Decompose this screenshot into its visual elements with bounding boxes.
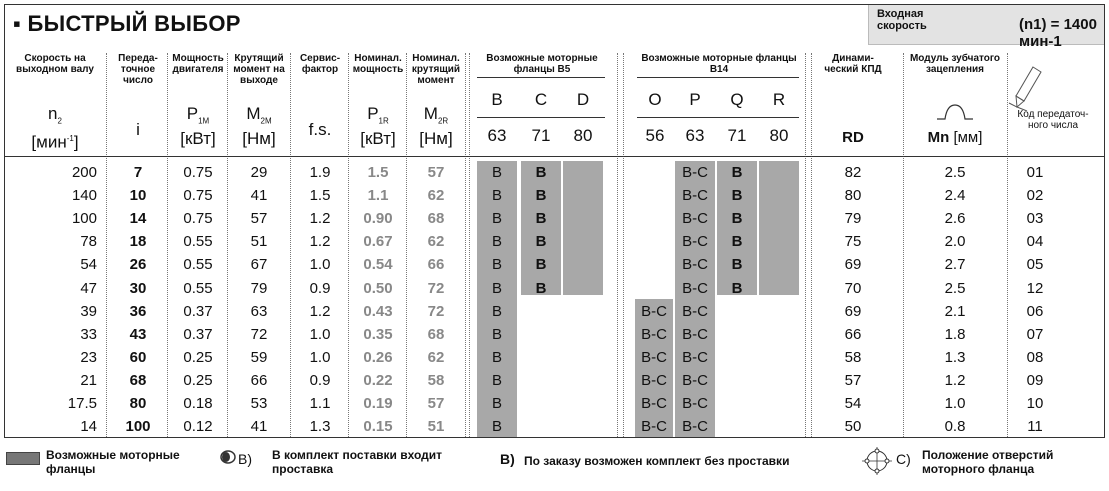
cell-b14p: B-C	[682, 371, 708, 389]
symbol-n2: $n_2$ [мин$^{-1}$]	[31, 104, 79, 153]
cell-b14p: B-C	[682, 210, 708, 228]
b14-r-available	[759, 161, 799, 295]
cell-p1m: 0.25	[183, 348, 213, 366]
cell-mn: 1.0	[944, 395, 966, 412]
cell-b14o: B-C	[641, 325, 667, 343]
cell-b14p: B-C	[682, 418, 708, 436]
b5-size-71: 71	[531, 126, 551, 145]
legend-swatch	[6, 452, 40, 465]
header-speed: Скорость на выходном валу	[16, 53, 94, 75]
cell-fs: 1.3	[309, 418, 331, 436]
cell-p1m: 0.18	[183, 395, 213, 412]
symbol-i: i	[136, 120, 140, 139]
cell-b14p: B-C	[682, 395, 708, 412]
cell-b14p: B-C	[682, 256, 708, 274]
cell-b14p: B-C	[682, 164, 708, 181]
cell-m2r: 51	[427, 418, 445, 436]
cell-code: 06	[1026, 302, 1044, 320]
cell-kpd: 57	[844, 371, 862, 389]
cell-m2m: 66	[250, 371, 268, 389]
cell-b14q	[717, 348, 757, 367]
b14-col-p: P	[689, 90, 701, 109]
b5-size-63: 63	[487, 126, 507, 145]
header-module: Модуль зубчатого зацепления	[909, 53, 1001, 75]
cell-p1m: 0.25	[183, 371, 213, 389]
cell-b14p: B-C	[682, 279, 708, 297]
cell-m2m: 29	[250, 164, 268, 181]
cell-m2r: 62	[427, 187, 445, 205]
cell-b5c	[521, 325, 561, 344]
cell-mn: 1.8	[944, 325, 966, 343]
cell-b14q: B	[731, 210, 743, 228]
cell-b5c	[521, 417, 561, 436]
cell-b5c: B	[535, 164, 547, 181]
cell-m2m: 63	[250, 302, 268, 320]
cell-i: 18	[129, 233, 147, 251]
cell-b5b: B	[491, 164, 502, 181]
symbol-fs: f.s.	[308, 120, 332, 139]
cell-b14q	[717, 371, 757, 390]
cell-p1m: 0.37	[183, 302, 213, 320]
cell-kpd: 79	[844, 210, 862, 228]
cell-kpd: 70	[844, 279, 862, 297]
cell-n2: 23	[80, 348, 97, 366]
cell-b14o: B-C	[641, 302, 667, 320]
header-ratio: Переда-точное число	[118, 53, 158, 86]
cell-n2: 39	[80, 302, 97, 320]
cell-b14p: B-C	[682, 348, 708, 366]
cell-m2r: 58	[427, 371, 445, 389]
cell-fs: 1.2	[309, 210, 331, 228]
spacer-icon	[218, 449, 238, 465]
b5-d-available	[563, 161, 603, 295]
cell-n2: 54	[80, 256, 97, 274]
cell-m2m: 53	[250, 395, 268, 412]
cell-i: 7	[133, 164, 143, 181]
cell-b5b: B	[491, 302, 502, 320]
cell-b14p: B-C	[682, 302, 708, 320]
cell-fs: 0.9	[309, 279, 331, 297]
cell-b5b: B	[491, 210, 502, 228]
cell-n2: 47	[80, 279, 97, 297]
b14-size-80: 80	[769, 126, 789, 145]
cell-mn: 2.1	[944, 302, 966, 320]
cell-p1r: 1.1	[367, 187, 389, 205]
cell-p1m: 0.12	[183, 418, 213, 436]
cell-m2r: 68	[427, 325, 445, 343]
cell-p1r: 0.43	[363, 302, 393, 320]
cell-code: 10	[1026, 395, 1044, 412]
cell-b14q	[717, 394, 757, 413]
cell-code: 03	[1026, 210, 1044, 228]
cell-b14p: B-C	[682, 325, 708, 343]
symbol-rd: RD	[842, 129, 864, 146]
b14-size-56: 56	[645, 126, 665, 145]
input-speed-box	[868, 5, 1104, 50]
cell-p1r: 0.54	[363, 256, 393, 274]
cell-kpd: 82	[844, 164, 862, 181]
cell-p1m: 0.75	[183, 164, 213, 181]
symbol-p1r: $P_{1R}$ [кВт]	[360, 104, 396, 149]
cell-b14p: B-C	[682, 187, 708, 205]
cell-b5c	[521, 371, 561, 390]
cell-b14o: B-C	[641, 395, 667, 412]
cell-p1r: 0.19	[363, 395, 393, 412]
cell-b5b: B	[491, 187, 502, 205]
header-b5: Возможные моторные фланцы B5	[486, 53, 598, 75]
cell-code: 05	[1026, 256, 1044, 274]
cell-m2m: 41	[250, 418, 268, 436]
cell-m2m: 79	[250, 279, 268, 297]
cell-code: 09	[1026, 371, 1044, 389]
cell-b14o	[635, 232, 673, 251]
cell-b5c: B	[535, 256, 547, 274]
page-title: ▪ БЫСТРЫЙ ВЫБОР	[13, 11, 241, 36]
cell-m2r: 57	[427, 395, 445, 412]
cell-p1r: 0.67	[363, 233, 393, 251]
cell-m2r: 72	[427, 302, 445, 320]
cell-m2m: 57	[250, 210, 268, 228]
cell-p1m: 0.37	[183, 325, 213, 343]
cell-i: 36	[129, 302, 147, 320]
cell-kpd: 80	[844, 187, 862, 205]
cell-p1r: 0.35	[363, 325, 393, 343]
cell-kpd: 69	[844, 256, 862, 274]
legend-b-prefix: B)	[238, 451, 252, 467]
cell-b14o: B-C	[641, 371, 667, 389]
flange-holes-icon	[860, 446, 894, 476]
cell-b14o: B-C	[641, 348, 667, 366]
symbol-m2r: $M_{2R}$ [Нм]	[419, 104, 453, 149]
cell-b14q	[717, 325, 757, 344]
symbol-mn: Mn [мм]	[927, 129, 983, 146]
b5-col-c: C	[534, 90, 548, 109]
b14-size-71: 71	[727, 126, 747, 145]
cell-b14o	[635, 209, 673, 228]
cell-i: 43	[129, 325, 147, 343]
cell-b14q: B	[731, 256, 743, 274]
cell-m2m: 59	[250, 348, 268, 366]
selection-table	[4, 4, 1105, 438]
cell-fs: 1.5	[309, 187, 331, 205]
cell-m2r: 68	[427, 210, 445, 228]
symbol-m2m: $M_{2M}$ [Нм]	[242, 104, 276, 149]
cell-mn: 2.6	[944, 210, 966, 228]
cell-m2m: 41	[250, 187, 268, 205]
cell-kpd: 54	[844, 395, 862, 412]
cell-n2: 21	[80, 371, 97, 389]
header-code: Код передаточ-ного числа	[1017, 109, 1089, 131]
b14-col-o: O	[648, 90, 662, 109]
cell-mn: 2.5	[944, 164, 966, 181]
cell-code: 07	[1026, 325, 1044, 343]
cell-i: 60	[129, 348, 147, 366]
cell-n2: 14	[80, 418, 97, 436]
legend-b2-text: По заказу возможен комплект без проставки	[524, 454, 790, 468]
cell-b5b: B	[491, 279, 502, 297]
cell-i: 14	[129, 210, 147, 228]
cell-fs: 1.0	[309, 348, 331, 366]
cell-b14q: B	[731, 279, 743, 297]
header-nominal-power: Номинал. мощность	[352, 53, 404, 75]
gear-tooth-icon	[935, 103, 975, 121]
cell-m2r: 72	[427, 279, 445, 297]
cell-p1m: 0.55	[183, 233, 213, 251]
cell-b14o	[635, 255, 673, 274]
cell-fs: 1.1	[309, 395, 331, 412]
cell-b5b: B	[491, 371, 502, 389]
cell-b5c: B	[535, 210, 547, 228]
cell-m2m: 72	[250, 325, 268, 343]
cell-i: 30	[129, 279, 147, 297]
cell-i: 68	[129, 371, 147, 389]
cell-p1r: 0.26	[363, 348, 393, 366]
b14-col-q: Q	[730, 90, 744, 109]
cell-b14o	[635, 186, 673, 205]
cell-p1m: 0.55	[183, 279, 213, 297]
header-torque: Крутящий момент на выходе	[233, 53, 285, 86]
cell-kpd: 58	[844, 348, 862, 366]
cell-code: 11	[1027, 418, 1043, 436]
pencil-icon	[1007, 63, 1047, 111]
cell-kpd: 50	[844, 418, 862, 436]
cell-fs: 1.2	[309, 302, 331, 320]
input-speed-label2: скорость	[877, 20, 927, 32]
header-power: Мощность двигателя	[172, 53, 224, 75]
cell-b14o	[635, 279, 673, 298]
cell-mn: 1.2	[944, 371, 966, 389]
cell-mn: 2.4	[944, 187, 966, 205]
cell-b5b: B	[491, 348, 502, 366]
cell-b5b: B	[491, 395, 502, 412]
cell-m2r: 62	[427, 348, 445, 366]
legend-b-text: В комплект поставки входит проставка	[272, 448, 443, 476]
cell-code: 12	[1026, 279, 1044, 297]
cell-b14q	[717, 302, 757, 321]
cell-b5b: B	[491, 256, 502, 274]
header-kpd: Динами-ческий КПД	[824, 53, 882, 75]
cell-b5b: B	[491, 325, 502, 343]
cell-i: 80	[129, 395, 147, 412]
cell-p1r: 0.15	[363, 418, 393, 436]
cell-b14q: B	[731, 233, 743, 251]
cell-b5c: B	[535, 279, 547, 297]
cell-m2r: 66	[427, 256, 445, 274]
cell-mn: 2.0	[944, 233, 966, 251]
cell-fs: 1.2	[309, 233, 331, 251]
cell-mn: 2.5	[944, 279, 966, 297]
cell-b14o: B-C	[641, 418, 667, 436]
cell-b5c	[521, 348, 561, 367]
cell-code: 04	[1026, 233, 1044, 251]
cell-n2: 200	[71, 164, 97, 181]
legend-c-text: Положение отверстий моторного фланца	[922, 448, 1054, 476]
header-nominal-torque: Номинал. крутящий момент	[411, 53, 461, 86]
cell-p1m: 0.75	[183, 210, 213, 228]
legend-b2-prefix: B)	[500, 451, 515, 467]
cell-i: 10	[129, 187, 147, 205]
cell-fs: 1.0	[309, 325, 331, 343]
cell-code: 02	[1026, 187, 1044, 205]
cell-b14p: B-C	[682, 233, 708, 251]
cell-b5c: B	[535, 187, 547, 205]
cell-i: 26	[129, 256, 147, 274]
cell-p1m: 0.75	[183, 187, 213, 205]
cell-p1r: 1.5	[367, 164, 389, 181]
cell-code: 01	[1026, 164, 1044, 181]
symbol-p1m: $P_{1M}$ [кВт]	[180, 104, 216, 149]
input-speed-label: Входная	[877, 8, 924, 20]
b5-size-80: 80	[573, 126, 593, 145]
cell-code: 08	[1026, 348, 1044, 366]
cell-b5c	[521, 302, 561, 321]
cell-m2m: 51	[250, 233, 268, 251]
cell-m2r: 57	[427, 164, 445, 181]
cell-m2m: 67	[250, 256, 268, 274]
cell-kpd: 66	[844, 325, 862, 343]
header-service-factor: Сервис-фактор	[299, 53, 341, 75]
cell-n2: 78	[80, 233, 97, 251]
cell-n2: 33	[80, 325, 97, 343]
cell-b14q	[717, 417, 757, 436]
cell-m2r: 62	[427, 233, 445, 251]
cell-p1r: 0.22	[363, 371, 393, 389]
b5-col-d: D	[576, 90, 590, 109]
cell-kpd: 75	[844, 233, 862, 251]
b14-col-r: R	[772, 90, 786, 109]
cell-n2: 140	[71, 187, 97, 205]
input-speed-value: (n1) = 1400 мин-1	[1019, 16, 1097, 50]
cell-p1m: 0.55	[183, 256, 213, 274]
cell-fs: 0.9	[309, 371, 331, 389]
legend-flanges: Возможные моторные фланцы	[46, 448, 180, 476]
cell-b5c	[521, 394, 561, 413]
cell-b14o	[635, 163, 673, 182]
cell-fs: 1.0	[309, 256, 331, 274]
cell-i: 100	[125, 418, 151, 436]
cell-p1r: 0.50	[363, 279, 393, 297]
cell-kpd: 69	[844, 302, 862, 320]
cell-b5c: B	[535, 233, 547, 251]
header-b14: Возможные моторные фланцы B14	[641, 53, 797, 75]
cell-n2: 17.5	[67, 395, 97, 412]
cell-mn: 0.8	[944, 418, 966, 436]
cell-b5b: B	[491, 418, 502, 436]
b14-size-63: 63	[685, 126, 705, 145]
cell-b5b: B	[491, 233, 502, 251]
legend-c-prefix: C)	[896, 451, 911, 467]
cell-n2: 100	[71, 210, 97, 228]
cell-fs: 1.9	[309, 164, 331, 181]
cell-mn: 1.3	[944, 348, 966, 366]
cell-p1r: 0.90	[363, 210, 393, 228]
cell-mn: 2.7	[944, 256, 966, 274]
b5-col-b: B	[491, 90, 503, 109]
cell-b14q: B	[731, 187, 743, 205]
cell-b14q: B	[731, 164, 743, 181]
